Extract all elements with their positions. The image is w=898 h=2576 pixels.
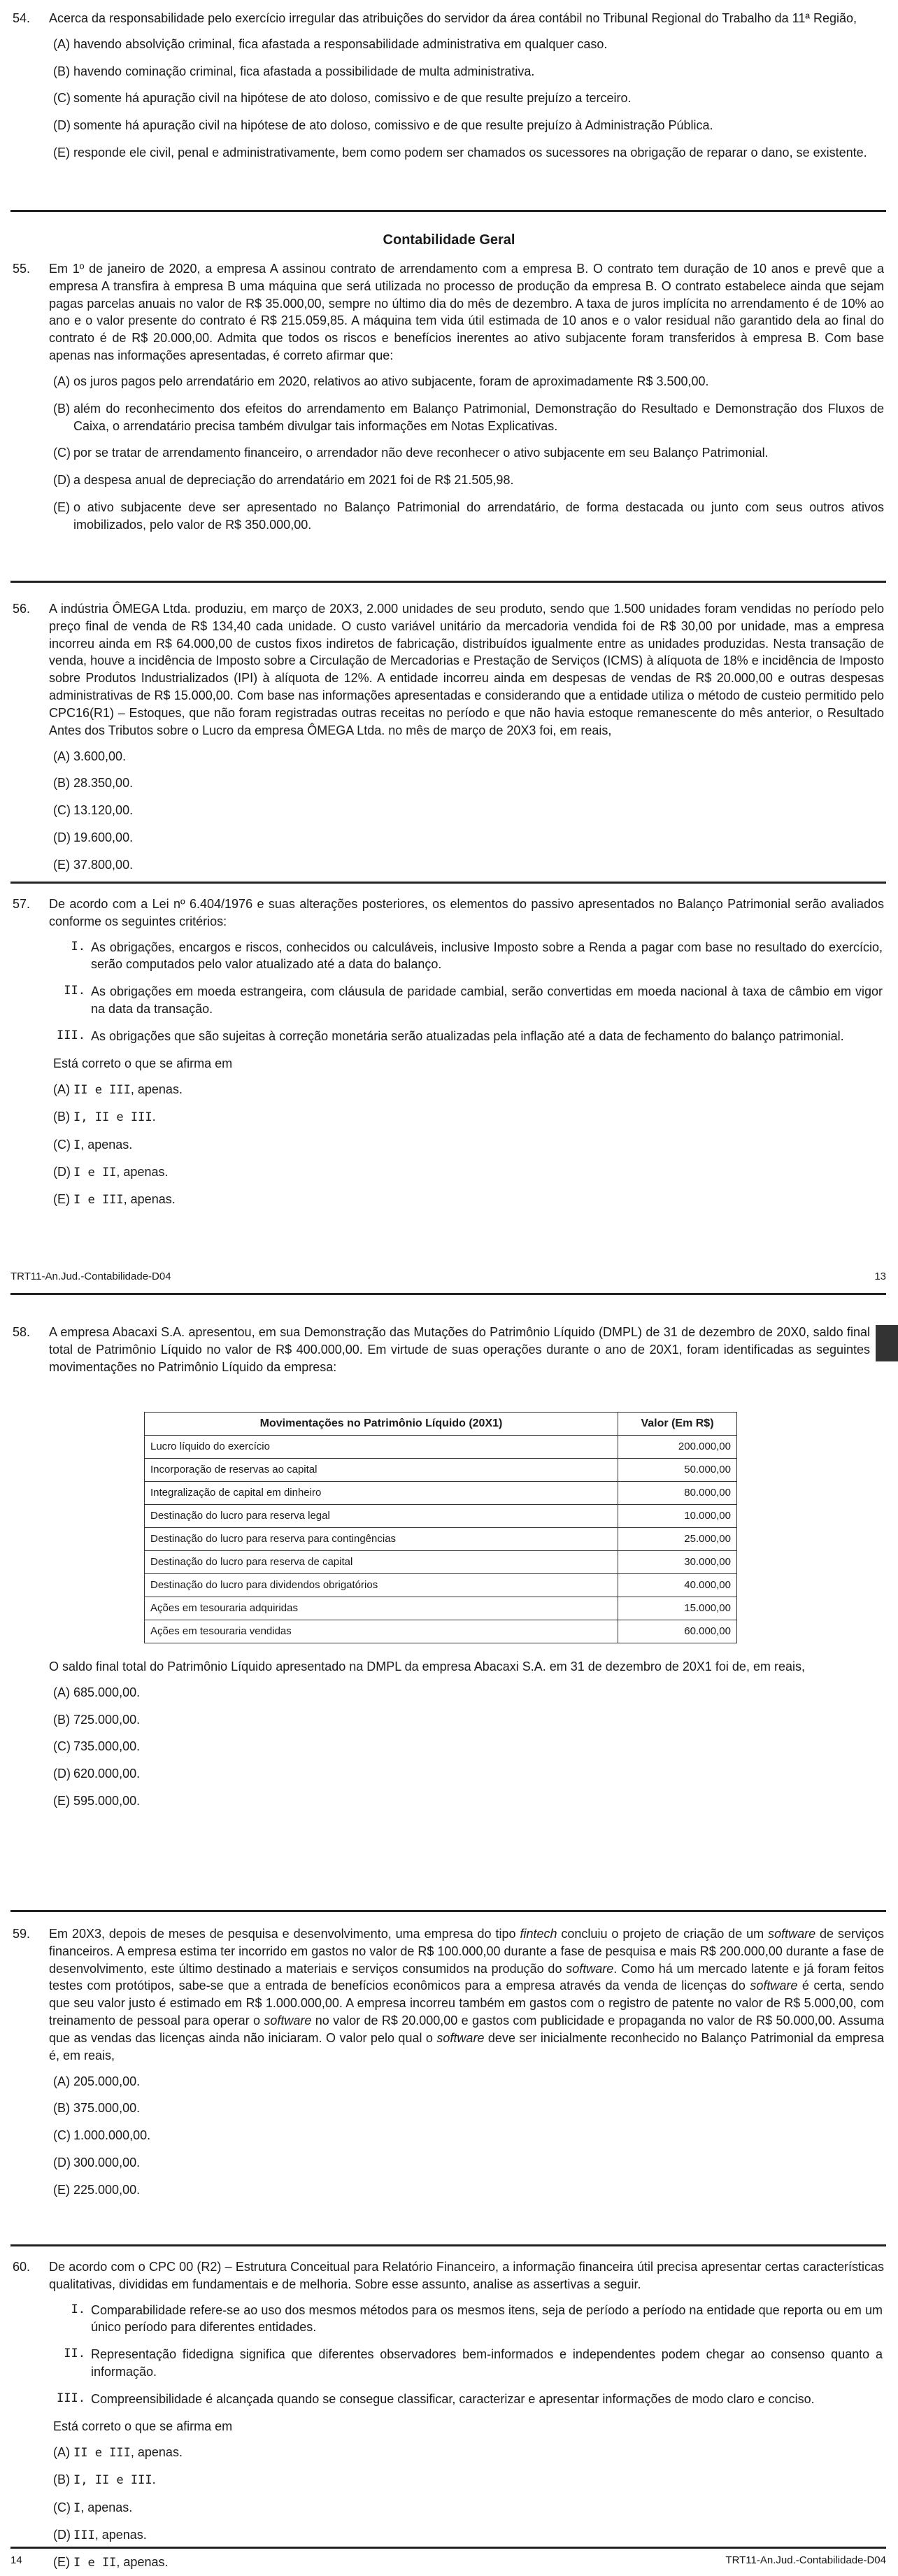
option-text: os juros pagos pelo arrendatário em 2020, relativos ao ativo subjacente, foram de aproximadamente R$ 3.500,00. [73,374,709,388]
answer-option[interactable] [0,2073,898,2090]
option-label: (A) [53,36,70,51]
table-cell-value: 50.000,00 [618,1459,737,1482]
statement-label: II. [64,984,85,998]
question-55 [0,260,898,544]
table-row [145,1482,737,1505]
option-text: 725.000,00. [73,1712,141,1727]
divider [10,882,886,884]
statement-text: Comparabilidade refere-se ao uso dos mesmos métodos para os mesmos itens, seja de período a período na entidade que reporta ou em um único período para diferentes entidades. [91,2302,883,2335]
table-header-description: Movimentações no Patrimônio Líquido (20X1) [145,1413,618,1436]
question-number: 55. [13,262,31,276]
option-label: (A) [53,1685,70,1699]
question-text: A indústria ÔMEGA Ltda. produziu, em março de 20X3, 2.000 unidades de seu produto, sendo que 1.500 unidades foram vendidas no período pelo preço final de venda de R$ 134,40 cada unidade. O custo variável unitário da mercadoria vendida foi de R$ 30,00 por unidade, mas a empresa incorreu ainda em R$ 64.000,00 de custos fixos indiretos de fabricação, distribuídos igualmente entre as unidades produzidas. Nesta transação de venda, houve a incidência de Imposto sobre a Circulação de Mercadorias e Prestação de Serviços (ICMS) à alíquota de 18% e incidência de Imposto sobre Produtos Industrializados (IPI) à alíquota de 12%. A entidade incorreu ainda em despesas de vendas de R$ 20.000,00 e outras despesas administrativas de R$ 15.000,00. Com base nas informações apresentadas e considerando que a entidade utiliza o método de custeio permitido pelo CPC16(R1) – Estoques, que não foram registradas outras receitas no período e que não havia estoque remanescente do mês anterior, o Resultado Antes dos Tributos sobre o Lucro da empresa ÔMEGA Ltda. no mês de março de 20X3 foi, em reais, [49,602,884,737]
answer-option[interactable] [0,400,898,435]
option-text: 19.600,00. [73,830,134,845]
answer-option[interactable] [0,2127,898,2144]
answer-option[interactable] [0,373,898,390]
question-text: Em 1º de janeiro de 2020, a empresa A assinou contrato de arrendamento com a empresa B. O contrato tem duração de 10 anos e prevê que a empresa A transfira à empresa B uma máquina que será utilizada no processo de produção da empresa B. O contrato estabelece ainda que sejam pagas parcelas anuais no valor de R$ 35.000,00, sempre no último dia do mês de dezembro. A taxa de juros implícita no arrendamento é de 10% ao ano e o valor presente do contrato é R$ 215.059,85. A máquina tem vida útil estimada de 10 anos e o valor residual não garantido dela ao final do contrato é de R$ 20.000,00. Admita que todos os riscos e benefícios inerentes ao ativo subjacente foram transferidos à empresa B. Com base apenas nas informações apresentadas, é correto afirmar que: [49,262,884,363]
table-cell-description: Destinação do lucro para reserva de capital [145,1551,618,1574]
question-number: 56. [13,602,31,616]
answer-option[interactable] [0,1081,898,1098]
table-row [145,1436,737,1459]
divider [10,1910,886,1912]
divider [10,1293,886,1295]
answer-option[interactable] [0,63,898,80]
option-text: 375.000,00. [73,2101,141,2116]
answer-option[interactable] [0,1792,898,1810]
answer-option[interactable] [0,117,898,134]
option-text: o ativo subjacente deve ser apresentado no Balanço Patrimonial do arrendatário, de forma destacada ou junto com seus outros ativos imobilizados, pelo valor de R$ 350.000,00. [73,500,884,532]
section-title: Contabilidade Geral [383,232,515,248]
lead-text: Está correto o que se afirma em [53,2419,233,2433]
statement-text: As obrigações que são sujeitas à correção monetária serão atualizadas pela inflação até a data de fechamento do balanço patrimonial. [91,1028,844,1043]
option-text: 620.000,00. [73,1767,141,1781]
question-text: Acerca da responsabilidade pelo exercício irregular das atribuições do servidor da área contábil no Tribunal Regional do Trabalho da 11ª Região, [49,11,857,25]
answer-option[interactable] [0,1108,898,1126]
answer-option[interactable] [0,2499,898,2517]
footer-code: TRT11-An.Jud.-Contabilidade-D04 [725,2554,886,2566]
table-cell-description: Integralização de capital em dinheiro [145,1482,618,1505]
divider [10,210,886,212]
question-text: Em 20X3, depois de meses de pesquisa e desenvolvimento, uma empresa do tipo fintech concluiu o projeto de criação de um software de serviços financeiros. A empresa estima ter incorrido em gastos no valor de R$ 100.000,00 durante a fase de pesquisa e mais R$ 200.000,00 durante a fase de desenvolvimento, este último destinado a materiais e serviços consumidos na produção do software. Como há um mercado latente e já foram feitos testes com protótipos, sabe-se que a entrada de benefícios econômicos para a empresa através da venda de licenças do software é certa, sendo que seu valor justo é estimado em R$ 1.000.000,00. A empresa incorreu também em gastos com o registro de patente no valor de R$ 5.000,00, com treinamento de pessoal para operar o software no valor de R$ 20.000,00 e gastos com publicidade e propaganda no valor de R$ 50.000,00. Assuma que as vendas das licenças ainda não iniciaram. O valor pelo qual o software deve ser inicialmente reconhecido no Balanço Patrimonial da empresa é, em reais, [49,1927,885,2062]
option-label: (E) [53,1794,70,1809]
option-label: (D) [53,2527,71,2542]
question-text: A empresa Abacaxi S.A. apresentou, em sua Demonstração das Mutações do Patrimônio Líquido (DMPL) de 31 de dezembro de 20X0, saldo final total de Patrimônio Líquido no valor de R$ 400.000,00. Em virtude de suas operações durante o ano de 20X1, foram identificadas as seguintes movimentações no Patrimônio Líquido da empresa: [49,1325,870,1374]
option-label: (B) [53,2472,70,2487]
option-label: (C) [53,803,71,818]
question-57 [0,896,898,1219]
answer-option[interactable] [0,2181,898,2199]
statement [0,939,898,974]
option-label: (A) [53,2074,70,2088]
option-suffix: , apenas. [130,1082,183,1096]
option-label: (E) [53,2555,70,2570]
option-text: 37.800,00. [73,857,134,872]
option-text: 685.000,00. [73,1685,141,1699]
option-label: (C) [53,2500,71,2514]
question-text: De acordo com a Lei nº 6.404/1976 e suas alterações posteriores, os elementos do passivo apresentados no Balanço Patrimonial serão avaliados conforme os seguintes critérios: [49,897,884,928]
statement [0,2391,898,2408]
option-suffix: , apenas. [130,2444,183,2459]
table-cell-value: 80.000,00 [618,1482,737,1505]
option-text: além do reconhecimento dos efeitos do arrendamento em Balanço Patrimonial, Demonstração do Resultado e Demonstração dos Fluxos de Caixa, o arrendatário precisa também divulgar tais informações em Notas Explicativas. [73,401,884,433]
option-text: 735.000,00. [73,1739,141,1754]
page-number: 14 [10,2554,22,2566]
question-text: De acordo com o CPC 00 (R2) – Estrutura Conceitual para Relatório Financeiro, a informação financeira útil precisa apresentar certas características qualitativas, divididas em fundamentais e de melhoria. Sobre esse assunto, analise as assertivas a seguir. [49,2260,884,2291]
question-60 [0,2258,898,2576]
option-label: (D) [53,118,71,133]
answer-option[interactable] [0,1711,898,1729]
statement-text: Compreensibilidade é alcançada quando se consegue classificar, caracterizar e apresentar informações de modo claro e conciso. [91,2391,815,2406]
option-roman: I e III [73,1193,124,1208]
statement-text: As obrigações, encargos e riscos, conhecidos ou calculáveis, inclusive Imposto sobre a Renda a pagar com base no resultado do exercício, serão computados pelo valor atualizado até a data do balanço. [91,940,883,972]
question-number: 57. [13,897,31,911]
options-list [0,748,898,874]
option-label: (B) [53,1712,70,1727]
option-label: (E) [53,857,70,872]
statement [0,2302,898,2337]
option-label: (D) [53,1767,71,1781]
table-row [145,1528,737,1551]
statements-list [0,939,898,1045]
option-label: (A) [53,374,70,388]
divider [10,581,886,583]
option-label: (B) [53,776,70,791]
option-label: (B) [53,1110,70,1124]
table-row [145,1597,737,1620]
table-row [145,1574,737,1597]
answer-option[interactable] [0,499,898,534]
question-number: 54. [13,11,31,25]
statement [0,1028,898,1045]
option-text: somente há apuração civil na hipótese de ato doloso, comissivo e de que resulte prejuízo à Administração Pública. [73,118,713,133]
option-label: (C) [53,446,71,460]
option-text: 205.000,00. [73,2074,141,2088]
table-cell-description: Incorporação de reservas ao capital [145,1459,618,1482]
table-header-value: Valor (Em R$) [618,1413,737,1436]
option-label: (B) [53,64,70,78]
question-58-continuation [0,1658,898,1820]
table-row [145,1505,737,1528]
answer-option[interactable] [0,2154,898,2172]
statement-label: III. [57,1028,85,1042]
question-number: 60. [13,2260,31,2274]
option-label: (C) [53,1137,71,1152]
options-list [0,1684,898,1810]
option-suffix: . [152,1110,156,1124]
table-cell-description: Ações em tesouraria vendidas [145,1620,618,1643]
statement [0,2346,898,2381]
answer-option[interactable] [0,1684,898,1701]
table-cell-description: Destinação do lucro para dividendos obrigatórios [145,1574,618,1597]
page-number: 13 [874,1271,886,1282]
question-58 [0,1324,898,1375]
option-label: (A) [53,749,70,763]
option-roman: III [73,2528,95,2542]
option-suffix: , apenas. [80,1137,133,1152]
option-text: 595.000,00. [73,1794,141,1809]
answer-option[interactable] [0,444,898,462]
table-cell-value: 30.000,00 [618,1551,737,1574]
option-text: responde ele civil, penal e administrativamente, bem como podem ser chamados os sucessores na obrigação de reparar o dano, se existente. [73,146,867,160]
table-cell-value: 15.000,00 [618,1597,737,1620]
options-list [0,2444,898,2572]
footer-code: TRT11-An.Jud.-Contabilidade-D04 [10,1271,171,1282]
options-list [0,2073,898,2199]
answer-option[interactable] [0,1738,898,1755]
statement-label: II. [64,2347,85,2361]
option-roman: I e II [73,1165,117,1180]
option-label: (B) [53,2101,70,2116]
table-row [145,1551,737,1574]
movements-table [144,1412,737,1643]
answer-option[interactable] [0,774,898,792]
option-roman: I [73,1138,81,1152]
statement [0,983,898,1018]
lead-text: Está correto o que se afirma em [53,1056,233,1070]
option-text: havendo absolvição criminal, fica afastada a responsabilidade administrativa em qualquer caso. [73,36,608,51]
option-suffix: , apenas. [116,1164,169,1179]
statement-text: Representação fidedigna significa que diferentes observadores bem-informados e independentes podem chegar ao consenso quanto a informação. [91,2347,883,2379]
statements-list [0,2302,898,2408]
statement-label: I. [71,939,85,954]
answer-option[interactable] [0,2100,898,2117]
answer-option[interactable] [0,1191,898,1208]
table-cell-value: 60.000,00 [618,1620,737,1643]
divider [10,2547,886,2549]
divider [10,2244,886,2246]
option-label: (C) [53,1739,71,1754]
option-text: por se tratar de arrendamento financeiro, o arrendador não deve reconhecer o ativo subjacente em seu Balanço Patrimonial. [73,446,769,460]
table-header-row [145,1413,737,1436]
option-text: 3.600,00. [73,749,127,763]
option-text: 225.000,00. [73,2182,141,2197]
option-label: (E) [53,1192,70,1207]
option-text: somente há apuração civil na hipótese de ato doloso, comissivo e de que resulte prejuízo a terceiro. [73,91,632,106]
table-cell-value: 40.000,00 [618,1574,737,1597]
option-label: (E) [53,500,70,515]
table-cell-value: 200.000,00 [618,1436,737,1459]
option-text: 300.000,00. [73,2156,141,2170]
table-row [145,1459,737,1482]
answer-option[interactable] [0,802,898,819]
table-cell-description: Ações em tesouraria adquiridas [145,1597,618,1620]
option-roman: I [73,2500,81,2515]
statement-text: As obrigações em moeda estrangeira, com cláusula de paridade cambial, serão convertidas em moeda nacional à taxa de câmbio em vigor na data da transação. [91,984,883,1017]
table-cell-value: 25.000,00 [618,1528,737,1551]
answer-option[interactable] [0,748,898,765]
table-row [145,1620,737,1643]
option-text: a despesa anual de depreciação do arrendatário em 2021 foi de R$ 21.505,98. [73,473,514,488]
question-54 [0,10,898,171]
question-number: 58. [13,1325,31,1339]
option-text: 13.120,00. [73,803,134,818]
answer-option[interactable] [0,1163,898,1181]
answer-option[interactable] [0,90,898,107]
option-label: (A) [53,2444,70,2459]
answer-option[interactable] [0,144,898,162]
option-suffix: , apenas. [116,2555,169,2570]
option-text: havendo cominação criminal, fica afastada a possibilidade de multa administrativa. [73,64,535,78]
question-text: O saldo final total do Patrimônio Líquido apresentado na DMPL da empresa Abacaxi S.A. em 31 de dezembro de 20X1 foi de, em reais, [49,1659,805,1673]
options-list [0,36,898,162]
option-roman: II e III [73,2445,131,2460]
option-label: (E) [53,146,70,160]
answer-option[interactable] [0,1765,898,1783]
answer-option[interactable] [0,2471,898,2489]
options-list [0,1081,898,1209]
option-roman: I, II e III [73,1110,152,1125]
option-text: 1.000.000,00. [73,2128,151,2143]
option-suffix: . [152,2472,156,2487]
option-label: (C) [53,2128,71,2143]
option-label: (D) [53,473,71,488]
option-text: 28.350,00. [73,776,134,791]
option-label: (C) [53,91,71,106]
option-label: (D) [53,2156,71,2170]
question-59 [0,1925,898,2209]
table-cell-description: Destinação do lucro para reserva para contingências [145,1528,618,1551]
option-label: (B) [53,401,70,416]
answer-option[interactable] [0,36,898,53]
option-suffix: , apenas. [123,1192,176,1207]
option-roman: I, II e III [73,2473,152,2488]
table-cell-description: Lucro líquido do exercício [145,1436,618,1459]
answer-option[interactable] [0,2444,898,2461]
table-cell-value: 10.000,00 [618,1505,737,1528]
answer-option[interactable] [0,472,898,489]
question-56 [0,600,898,884]
option-label: (E) [53,2182,70,2197]
option-suffix: , apenas. [80,2500,133,2514]
option-roman: I e II [73,2556,117,2570]
answer-option[interactable] [0,829,898,847]
options-list [0,373,898,534]
option-roman: II e III [73,1082,131,1097]
question-number: 59. [13,1927,31,1941]
answer-option[interactable] [0,1136,898,1154]
statement-label: III. [57,2391,85,2405]
statement-label: I. [71,2302,85,2316]
answer-option[interactable] [0,2526,898,2544]
table-cell-description: Destinação do lucro para reserva legal [145,1505,618,1528]
option-suffix: , apenas. [94,2527,147,2542]
answer-option[interactable] [0,856,898,874]
option-label: (A) [53,1082,70,1096]
option-label: (D) [53,1164,71,1179]
option-label: (D) [53,830,71,845]
